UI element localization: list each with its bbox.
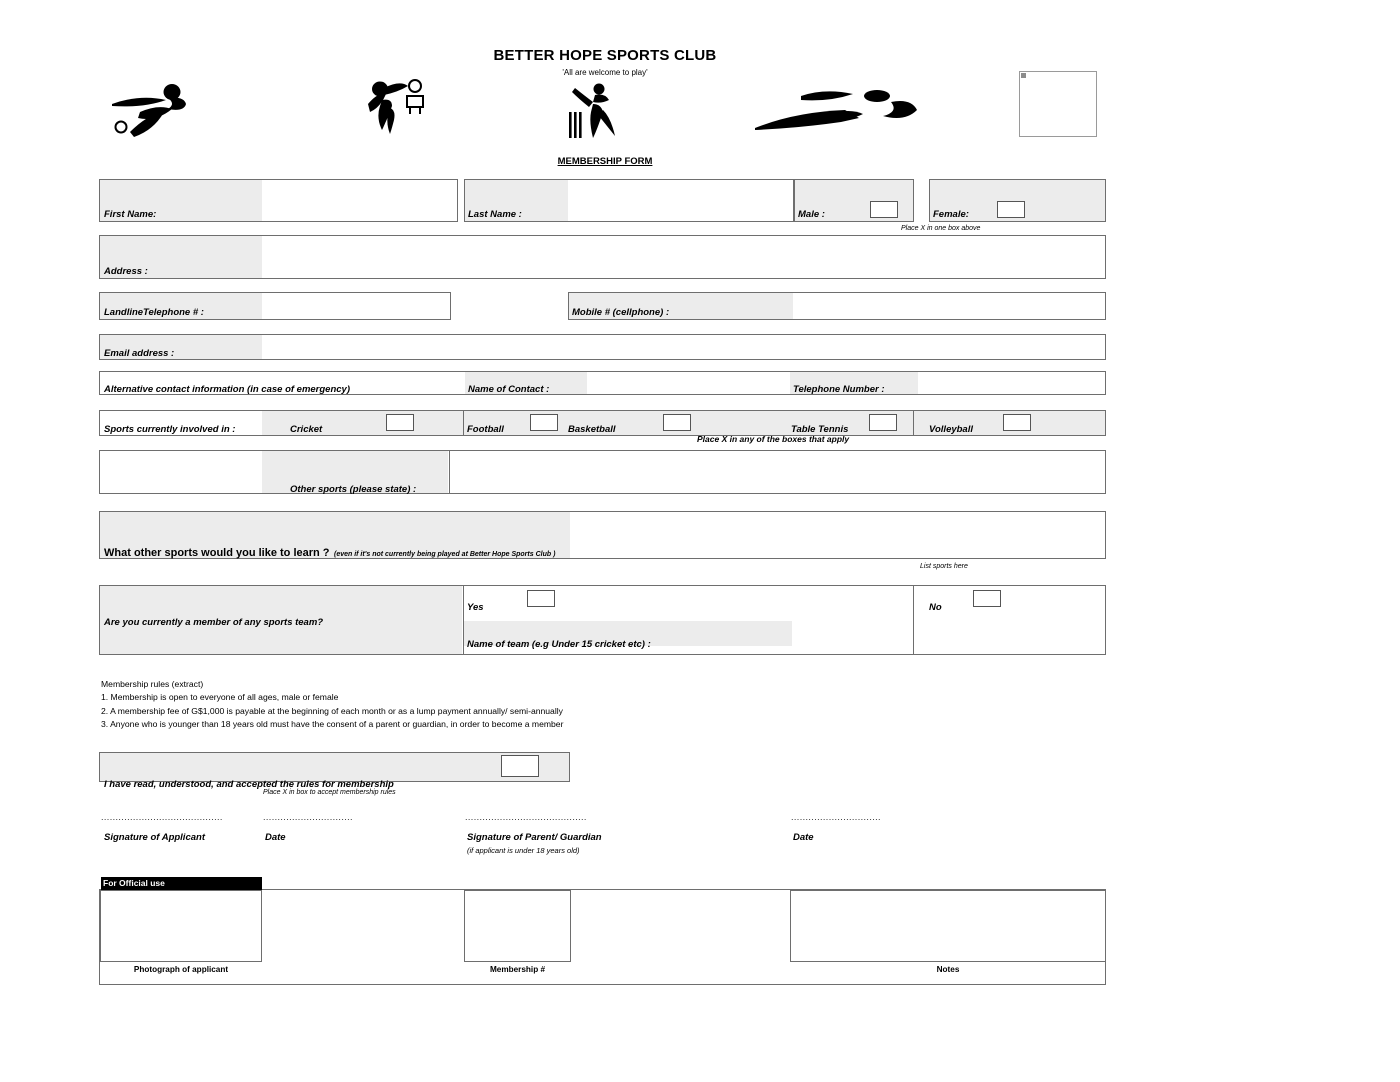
team-divider-2 xyxy=(913,585,914,655)
female-label: Female: xyxy=(933,209,969,220)
sports-divider-2 xyxy=(913,410,914,436)
team-yes-label: Yes xyxy=(467,602,484,613)
logo-placeholder-box[interactable] xyxy=(1019,71,1097,137)
address-label: Address : xyxy=(104,266,148,277)
sport-checkbox-football[interactable] xyxy=(530,414,558,431)
male-checkbox[interactable] xyxy=(870,201,898,218)
guardian-signature-line[interactable]: .......................................... xyxy=(465,812,587,822)
rules-title: Membership rules (extract) xyxy=(101,679,204,689)
first-name-label: First Name: xyxy=(104,209,157,220)
team-name-label: Name of team (e.g Under 15 cricket etc) : xyxy=(467,639,651,650)
sport-label-volleyball: Volleyball xyxy=(929,424,973,435)
applicant-signature-label: Signature of Applicant xyxy=(104,832,205,843)
accept-rules-label: I have read, understood, and accepted the rules for membership xyxy=(104,779,394,790)
notes-box[interactable] xyxy=(790,890,1106,962)
sport-label-basketball: Basketball xyxy=(568,424,616,435)
sport-label-football: Football xyxy=(467,424,504,435)
alt-contact-label: Alternative contact information (in case of emergency) xyxy=(104,384,351,395)
male-label: Male : xyxy=(798,209,825,220)
other-sports-label: Other sports (please state) : xyxy=(290,484,417,495)
sport-checkbox-cricket[interactable] xyxy=(386,414,414,431)
landline-label: LandlineTelephone # : xyxy=(104,307,204,318)
accept-rules-note: Place X in box to accept membership rules xyxy=(263,789,396,796)
page-title: BETTER HOPE SPORTS CLUB xyxy=(493,47,717,64)
applicant-signature-line[interactable]: .......................................... xyxy=(101,812,223,822)
guardian-date-line[interactable]: ............................... xyxy=(791,812,881,822)
team-no-label: No xyxy=(929,602,942,613)
notes-label: Notes xyxy=(936,965,960,974)
accept-rules-row xyxy=(99,752,570,782)
guardian-signature-sub: (if applicant is under 18 years old) xyxy=(467,846,580,855)
rules-item-3: 3. Anyone who is younger than 18 years old must have the consent of a parent or guardian, in order to become a member xyxy=(101,718,564,729)
logo-corner-mark xyxy=(1021,73,1026,78)
guardian-date-label: Date xyxy=(793,832,814,843)
sports-divider-1 xyxy=(463,410,464,436)
membership-number-box[interactable] xyxy=(464,890,571,962)
accept-rules-checkbox[interactable] xyxy=(501,755,539,777)
guardian-signature-label: Signature of Parent/ Guardian xyxy=(467,832,602,843)
applicant-date-line[interactable]: ............................... xyxy=(263,812,353,822)
sports-label: Sports currently involved in : xyxy=(104,424,236,435)
learn-question-sub: (even if it's not currently being played at Better Hope Sports Club ) xyxy=(333,551,556,558)
team-no-checkbox[interactable] xyxy=(973,590,1001,607)
contact-phone-label: Telephone Number : xyxy=(793,384,885,395)
sport-checkbox-basketball[interactable] xyxy=(663,414,691,431)
rules-item-2: 2. A membership fee of G$1,000 is payable at the beginning of each month or as a lump payment annually/ semi-annually xyxy=(101,705,563,716)
membership-number-label: Membership # xyxy=(489,965,546,974)
official-use-banner: For Official use xyxy=(101,877,262,890)
sport-label-cricket: Cricket xyxy=(290,424,323,435)
form-heading: MEMBERSHIP FORM xyxy=(557,156,653,167)
team-question: Are you currently a member of any sports team? xyxy=(104,617,324,628)
photograph-label: Photograph of applicant xyxy=(133,965,229,974)
email-label: Email address : xyxy=(104,348,175,359)
learn-note: List sports here xyxy=(920,563,968,570)
mobile-label: Mobile # (cellphone) : xyxy=(572,307,670,318)
other-sports-input[interactable] xyxy=(449,450,1106,494)
contact-name-label: Name of Contact : xyxy=(468,384,550,395)
soccer-player-icon xyxy=(110,82,210,143)
club-tagline: 'All are welcome to play' xyxy=(562,68,648,77)
learn-question-main: What other sports would you like to learn ? xyxy=(104,547,330,559)
sports-note: Place X in any of the boxes that apply xyxy=(697,434,850,444)
cricket-batsman-icon xyxy=(565,82,627,145)
applicant-date-label: Date xyxy=(265,832,286,843)
gender-note: Place X in one box above xyxy=(901,225,981,232)
swimmer-icon xyxy=(755,88,920,141)
rules-item-1: 1. Membership is open to everyone of all ages, male or female xyxy=(101,692,339,703)
sport-label-table-tennis: Table Tennis xyxy=(791,424,849,435)
membership-rules xyxy=(101,678,563,731)
sport-checkbox-volleyball[interactable] xyxy=(1003,414,1031,431)
learn-question xyxy=(104,543,555,561)
sport-checkbox-table-tennis[interactable] xyxy=(869,414,897,431)
basketball-player-icon xyxy=(362,78,426,145)
team-yes-checkbox[interactable] xyxy=(527,590,555,607)
photograph-box[interactable] xyxy=(100,890,262,962)
female-checkbox[interactable] xyxy=(997,201,1025,218)
last-name-label: Last Name : xyxy=(468,209,522,220)
